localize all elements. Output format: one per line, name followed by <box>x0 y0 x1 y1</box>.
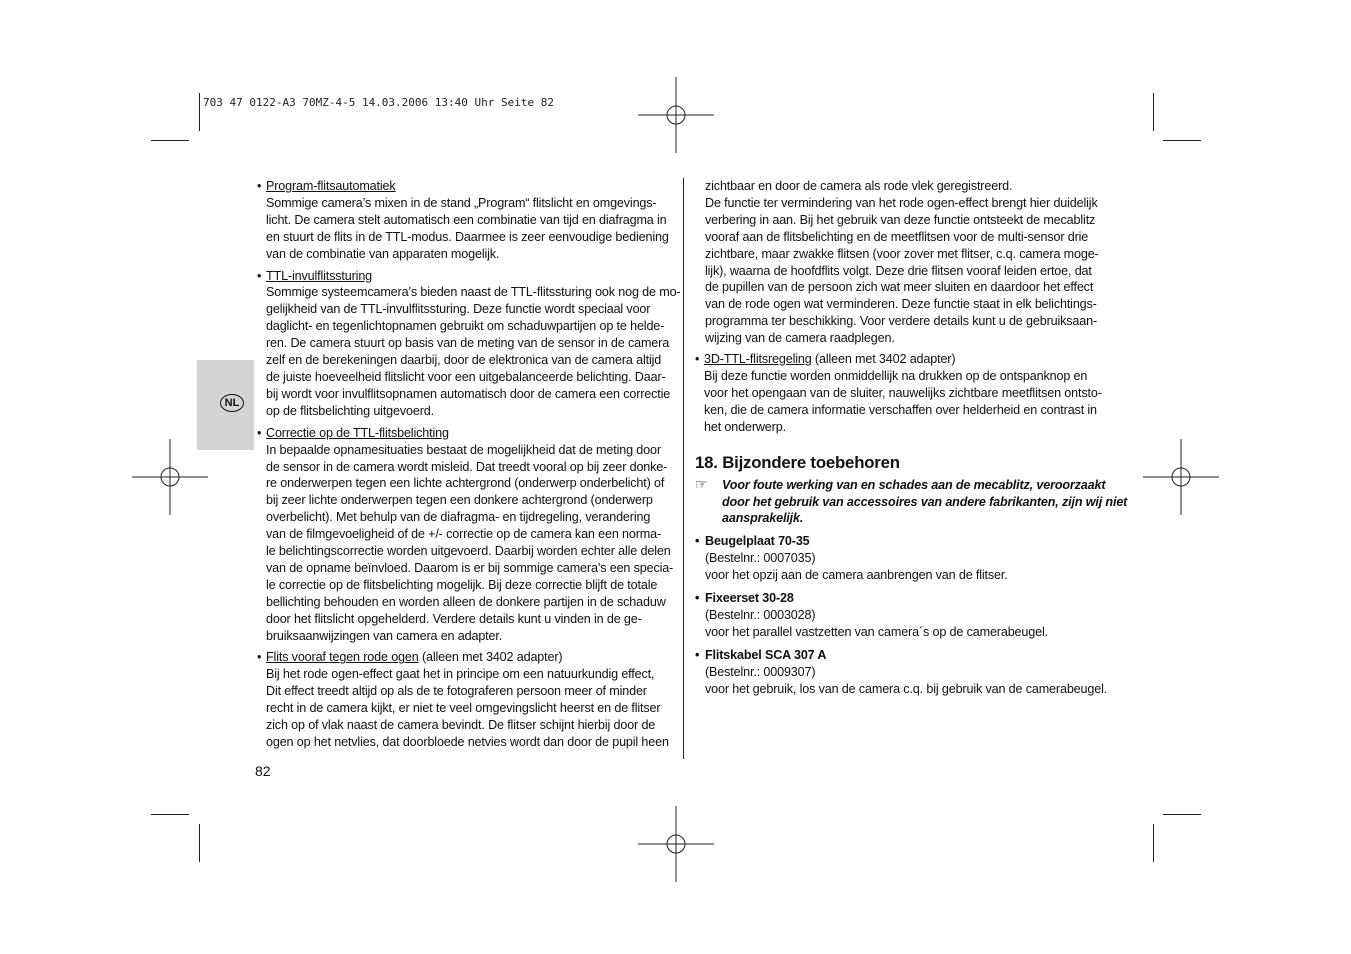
text-line: op de flitsbelichting uitgevoerd. <box>266 403 434 418</box>
text-line: ken, die de camera informatie verschaffen over helderheid en contrast in <box>704 402 1097 417</box>
language-badge: NL <box>220 394 244 412</box>
language-tab <box>197 360 254 450</box>
text-line: recht in de camera kijkt, er niet te veel omgevingslicht heerst en de flitser <box>266 701 661 716</box>
item-title: TTL-invulflitssturing <box>266 268 373 283</box>
text-line: Sommige systeemcamera’s bieden naast de TTL-flitssturing ook nog de mo- <box>266 285 681 300</box>
text-line: De functie ter vermindering van het rode ogen-effect brengt hier duidelijk <box>705 195 1098 210</box>
text-line: In bepaalde opnamesituaties bestaat de mogelijkheid dat de meting door <box>266 442 661 457</box>
registration-mark-icon <box>638 77 714 153</box>
text-line: zelf en de berekeningen daarbij, door de elektronica van de camera altijd <box>266 353 662 368</box>
text-line: wijzing van de camera raadplegen. <box>705 331 895 346</box>
text-line: van de opname beïnvloed. Daarom is er bij sommige camera’s een specia- <box>266 560 674 575</box>
bullet: • <box>695 534 700 549</box>
item-title: 3D-TTL-flitsregeling <box>704 352 812 367</box>
accessory-description: voor het gebruik, los van de camera c.q. bij gebruik van de camerabeugel. <box>705 681 1108 696</box>
page-number: 82 <box>255 763 271 779</box>
text-line: Bij het rode ogen-effect gaat het in principe om een natuurkundig effect, <box>266 667 655 682</box>
text-line: ren. De camera stuurt op basis van de meting van de sensor in de camera <box>266 336 670 351</box>
bullet: • <box>257 268 262 283</box>
crop-mark <box>1153 824 1154 862</box>
item-title: Program-flitsautomatiek <box>266 179 396 193</box>
text-line: vooraf aan de flitsbelichting en de meetflitsen voor de multi-sensor drie <box>705 229 1089 244</box>
text-line: licht. De camera stelt automatisch een combinatie van tijd en diafragma in <box>266 212 667 227</box>
accessory-name: Fixeerset 30-28 <box>705 591 794 606</box>
text-line: door het flitslicht opgehelderd. Verdere details kunt u vinden in de ge- <box>266 611 642 626</box>
text-line: le belichtingscorrectie worden uitgevoerd. Daarbij worden echter alle delen <box>266 544 671 559</box>
text-line: bij zeer lichte onderwerpen tegen een donkere achtergrond (onderwerp <box>266 493 653 508</box>
text-line: het onderwerp. <box>704 419 786 434</box>
text-line: re onderwerpen tegen een lichte achtergrond (onderwerp onderbelicht) of <box>266 476 665 491</box>
registration-mark-icon <box>132 439 208 515</box>
accessory-name: Flitskabel SCA 307 A <box>705 647 827 662</box>
text-line: verbering in aan. Bij het gebruik van deze functie ontsteekt de mecablitz <box>705 212 1096 227</box>
accessory-name: Beugelplaat 70-35 <box>705 534 810 549</box>
text-line: zichtbare, maar zwakke flitsen (voor zover met flitser, c.q. camera moge- <box>705 246 1099 261</box>
text-line: overbelicht). Met behulp van de diafragma- en tijdregeling, verandering <box>266 510 651 525</box>
list-item <box>257 268 687 420</box>
section-heading: 18. Bijzondere toebehoren <box>695 452 900 472</box>
bullet: • <box>695 591 700 606</box>
bullet: • <box>695 352 700 367</box>
text-line: ogen op het netvlies, dat doorbloede netvies wordt dan door de pupil heen <box>266 735 669 749</box>
text-line: van de combinatie van apparaten mogelijk. <box>266 246 500 261</box>
text-line: Bij deze functie worden onmiddellijk na drukken op de ontspanknop en <box>704 368 1088 383</box>
text-line: bij wordt voor invulflitsopnamen automatisch door de camera een correctie <box>266 386 671 401</box>
item-title: Flits vooraf tegen rode ogen <box>266 650 419 665</box>
item-title: Correctie op de TTL-flitsbelichting <box>266 425 449 440</box>
text-line: van de filmgevoeligheid of de +/- correctie op de camera kan een norma- <box>266 527 662 542</box>
bullet: • <box>695 647 700 662</box>
text-line: aansprakelijk. <box>722 511 804 526</box>
left-column <box>257 178 687 751</box>
accessory-item <box>695 533 1125 584</box>
text-line: van de rode ogen wat verminderen. Deze functie staat in elk belichtings- <box>705 297 1097 312</box>
text-line: voor het opengaan van de sluiter, nauwelijks zichtbare meetflitsen ontsto- <box>704 385 1102 400</box>
accessory-order-number: (Bestelnr.: 0009307) <box>705 664 816 679</box>
list-item <box>257 178 687 263</box>
text-line: bellichting behouden en worden alleen de donkere partijen in de schaduw <box>266 594 666 609</box>
text-line: Sommige camera’s mixen in de stand „Program“ flitslicht en omgevings- <box>266 195 657 210</box>
warning-note <box>695 475 1128 528</box>
accessory-order-number: (Bestelnr.: 0007035) <box>705 551 816 566</box>
bullet: • <box>257 650 262 665</box>
text-line: de pupillen van de persoon zich wat meer sluiten en daardoor het effect <box>705 280 1094 295</box>
text-line: le correctie op de flitsbelichting mogelijk. Bij deze correctie blijft de totale <box>266 577 658 592</box>
text-line: zich op of vlak naast de camera bevindt. De flitser schijnt hierbij door de <box>266 718 656 733</box>
list-item: • Flits vooraf tegen rode ogen (alleen met 3402 adapter) Bij het rode ogen-effect gaat het in principe om een natuurkundig effect, Dit effect treedt altijd op als de te fotograferen persoon meer of minder recht in de camera kijkt, er niet te veel omgevingslicht heerst en de flitser zich op of vlak naast de camera bevindt. De flitser schijnt hierbij door de ogen op het netvlies, dat doorbloede netvies wordt dan door de pupil heen <box>257 649 687 750</box>
text-line: de sensor in de camera wordt misleid. Dat treedt vooral op bij zeer donke- <box>266 459 668 474</box>
text-line: programma ter beschikking. Voor verdere details kunt u de gebruiksaan- <box>705 314 1098 329</box>
bullet: • <box>257 425 262 440</box>
registration-mark-icon <box>1143 439 1219 515</box>
text-line: daglicht- en tegenlichtopnamen gebruikt om schaduwpartijen op te helde- <box>266 319 665 334</box>
accessory-description: voor het parallel vastzetten van camera´s op de camerabeugel. <box>705 624 1048 639</box>
crop-mark <box>1153 93 1154 131</box>
list-item: • 3D-TTL-flitsregeling (alleen met 3402 adapter) Bij deze functie worden onmiddellijk na drukken op de ontspanknop en voor het opengaan van de sluiter, nauwelijks zichtbare meetflitsen ontsto- ken, die de camera informatie verschaffen over helderheid en contrast in het onderwerp. <box>695 351 1125 436</box>
registration-mark-icon <box>638 806 714 882</box>
text-line: zichtbaar en door de camera als rode vlek geregistreerd. <box>705 179 1013 193</box>
right-column <box>695 178 1128 697</box>
pointing-hand-icon: ☞ <box>695 475 708 492</box>
print-slug: 703 47 0122-A3 70MZ-4-5 14.03.2006 13:40 Uhr Seite 82 <box>203 96 554 109</box>
text-line: en stuurt de flits in de TTL-modus. Daarmee is zeer eenvoudige bediening <box>266 229 669 244</box>
text-line: door het gebruik van accessoires van andere fabrikanten, zijn wij niet <box>722 494 1128 509</box>
accessory-description: voor het opzij aan de camera aanbrengen van de flitser. <box>705 568 1008 583</box>
text-line: gelijkheid van de TTL-invulflitssturing. Deze functie wordt speciaal voor <box>266 302 651 317</box>
accessory-order-number: (Bestelnr.: 0003028) <box>705 607 816 622</box>
text-line: lijk), waarna de hoofdflits volgt. Deze drie flitsen vooraf leiden ertoe, dat <box>705 263 1092 278</box>
text-line: Dit effect treedt altijd op als de te fotograferen persoon meer of minder <box>266 684 647 699</box>
crop-mark <box>199 93 200 131</box>
crop-mark <box>151 814 189 815</box>
bullet: • <box>257 179 262 193</box>
accessory-item <box>695 647 1125 698</box>
accessory-item <box>695 590 1125 641</box>
text-line: bruiksaanwijzingen van camera en adapter. <box>266 628 503 643</box>
crop-mark <box>1163 814 1201 815</box>
crop-mark <box>199 824 200 862</box>
crop-mark <box>1163 140 1201 141</box>
text-line: Voor foute werking van en schades aan de mecablitz, veroorzaakt <box>722 477 1106 492</box>
continuation-paragraph <box>695 178 1125 347</box>
list-item <box>257 425 687 645</box>
crop-mark <box>151 140 189 141</box>
text-line: de juiste hoeveelheid flitslicht voor een uitgebalanceerde belichting. Daar- <box>266 369 666 384</box>
